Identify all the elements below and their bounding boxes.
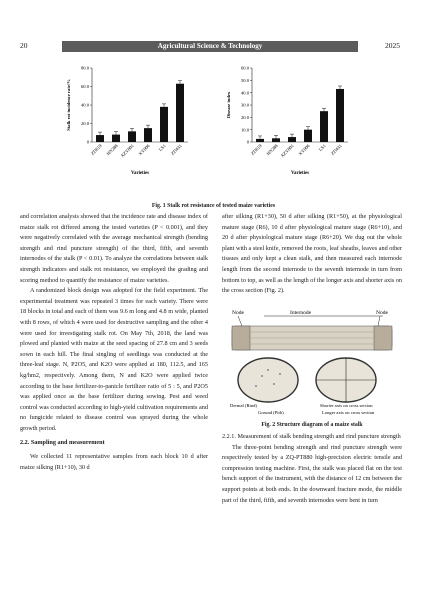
bar	[160, 107, 168, 142]
bar	[96, 135, 104, 142]
y-tick-label: 40.0	[80, 102, 89, 108]
x-axis-label: Varieties	[131, 171, 149, 176]
bar	[128, 131, 136, 142]
label-dermal: Dermal (Rind)	[230, 403, 257, 408]
category-label: HN288	[105, 143, 119, 157]
category-label: XY006	[297, 143, 311, 157]
label-shorter-axis: Shorter axis on cross section	[320, 403, 373, 408]
label-node-right: Node	[376, 310, 388, 316]
y-tick-label: 10.0	[240, 127, 249, 133]
category-label: XZY801	[279, 143, 295, 159]
y-tick-label: 0	[246, 139, 249, 145]
label-ground: Ground (Pith)	[258, 410, 284, 415]
year: 2025	[385, 41, 400, 50]
page-header	[20, 41, 400, 54]
y-tick-label: 80.0	[80, 65, 89, 71]
paragraph: A randomized block design was adopted for the field experiment. The experimental treatment was repeated 3 times for each variety. There were 18 blocks in total and each of them was 9.6 m long and 4.8 m wide, planted with 8 rows, of which 4 were used for destructive sampling and the other 4 were used for investigating stalk rot. On May 7th, 2018, the land was plowed and planted with maize at the seed spacing of 27.8 cm and 3 seeds sown in each hill. The final singling of seedlings was conducted at the three-leaf stage. N, P2O5, and K2O were applied at 180, 112.5, and 165 kg/hm2, respectively. Among them, N and K2O were applied twice according to the base fertilizer-to-panicle fertilizer ratio of 5 : 5, and P2O5 was applied once as the base fertilizer during sowing. Pest and weed control was conducted according to high-yield cultivation requirements and no fungicide related to disease control was sprayed during the whole growth period.	[20, 287, 208, 432]
category-label: ZD431	[329, 143, 343, 156]
category-label: ZD431	[169, 143, 183, 156]
right-column	[222, 212, 402, 297]
bar	[144, 128, 152, 142]
figure-1-caption: Fig. 1 Stalk rot resistance of tested maize varieties	[151, 203, 276, 209]
y-tick-label: 0	[86, 139, 89, 145]
figure-2	[228, 306, 396, 416]
x-axis-label: Varieties	[291, 171, 309, 176]
y-axis-label: Stalk rot incidence rate/%	[66, 79, 71, 131]
y-tick-label: 40.0	[240, 90, 249, 96]
left-column	[20, 212, 208, 473]
paragraph: after silking (R1+30), 50 d after silking (R1+50), at the physiological mature stage (R6), 10 d after physiological mature stage (R6+10), and 20 d after physiological mature stage (R6+20). We dug out the whole plant with a steel knife, removed the roots, leaf sheaths, leaves and other tissues and only kept a clean stalk, and then measured each internode length from the second internode to the seventh internode in turn from bottom to top, as well as the length of the longer axis and shorter axis on the cross section (Fig. 2).	[222, 213, 402, 295]
y-tick-label: 20.0	[240, 114, 249, 120]
bar	[336, 89, 344, 142]
y-tick-label: 60.0	[240, 65, 249, 71]
right-column-lower	[222, 432, 402, 506]
section-heading: 2.2. Sampling and measurement	[20, 439, 105, 447]
label-internode: Internode	[290, 310, 312, 316]
bar	[320, 111, 328, 142]
y-tick-label: 30.0	[240, 102, 249, 108]
category-label: HN288	[265, 143, 279, 157]
paragraph: We collected 11 representative samples from each block 10 d after maize silking (R1+10), 30 d	[20, 453, 208, 471]
y-tick-label: 60.0	[80, 84, 89, 90]
category-label: LS1	[157, 143, 167, 153]
subsection-heading: 2.2.1. Measurement of stalk bending strength and rind puncture strength	[222, 433, 401, 440]
figure-1-charts	[60, 62, 360, 204]
bar	[288, 137, 296, 142]
category-label: XZY801	[119, 143, 135, 159]
y-tick-label: 50.0	[240, 77, 249, 83]
label-longer-axis: Longer axis on cross section	[322, 410, 375, 415]
stalk-diagram	[228, 306, 396, 416]
category-label: XY006	[137, 143, 151, 157]
label-node-left: Node	[232, 310, 244, 316]
figure-1	[60, 62, 360, 204]
paragraph: and correlation analysis showed that the incidence rate and disease index of maize stalk rot differed among the tested varieties (P < 0.001), and they were negatively correlated with the average mechanical strength (bending strength and rind puncture strength) of the third, fifth, and seventh internodes of the stalk (P < 0.01). To analyze the correlations between stalk strength indicators and stalk rot resistance, we employed the grading and scoring method to quantify the resistance of maize varieties.	[20, 213, 208, 284]
paragraph: The three-point bending strength and rind puncture strength were respectively tested by a ZQ-PT880 high-precision electric tensile and compression testing machine. First, the stalk was placed flat on the test bench support of the instrument, with the distance of 12 cm between the support points at both ends. In the downward fracture mode, the middle part of the third, fifth, and seventh internodes were bent in turn	[222, 443, 402, 504]
figure-2-caption: Fig. 2 Structure diagram of a maize stalk	[261, 422, 363, 428]
page-number: 20	[20, 41, 28, 50]
bar	[272, 138, 280, 142]
category-label: ZD619	[249, 143, 263, 156]
bar	[304, 130, 312, 142]
bar	[176, 84, 184, 142]
journal-title: Agricultural Science & Technology	[62, 41, 358, 52]
cross-section-left	[238, 358, 298, 402]
category-label: ZD619	[89, 143, 103, 156]
category-label: LS1	[317, 143, 327, 153]
bar	[256, 139, 264, 142]
y-axis-label: Disease index	[226, 91, 231, 119]
bar	[112, 135, 120, 142]
y-tick-label: 20.0	[80, 121, 89, 127]
